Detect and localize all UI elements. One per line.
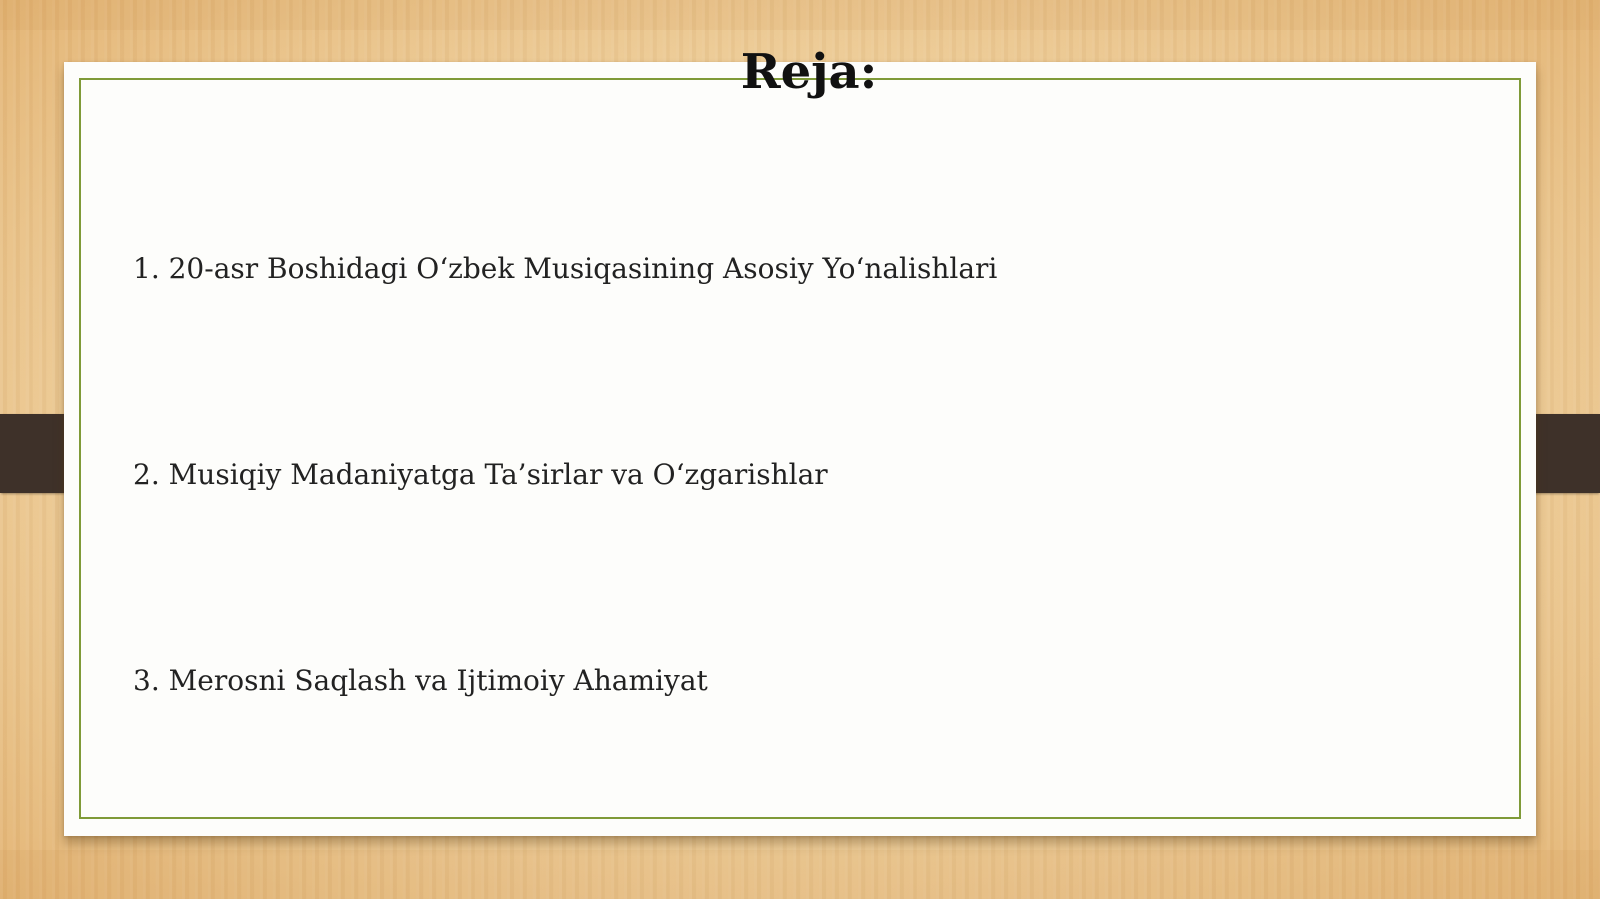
background-texture xyxy=(0,850,1600,899)
plan-item-3: 3. Merosni Saqlash va Ijtimoiy Ahamiyat xyxy=(133,664,708,697)
plan-item-1: 1. 20-asr Boshidagi O‘zbek Musiqasining Asosiy Yo‘nalishlari xyxy=(133,252,998,285)
plan-item-2: 2. Musiqiy Madaniyatga Ta’sirlar va O‘zgarishlar xyxy=(133,458,828,491)
slide-title: Reja: xyxy=(740,44,878,100)
slide-card xyxy=(64,62,1536,836)
background-texture xyxy=(0,0,1600,30)
slide-border xyxy=(79,78,1521,819)
